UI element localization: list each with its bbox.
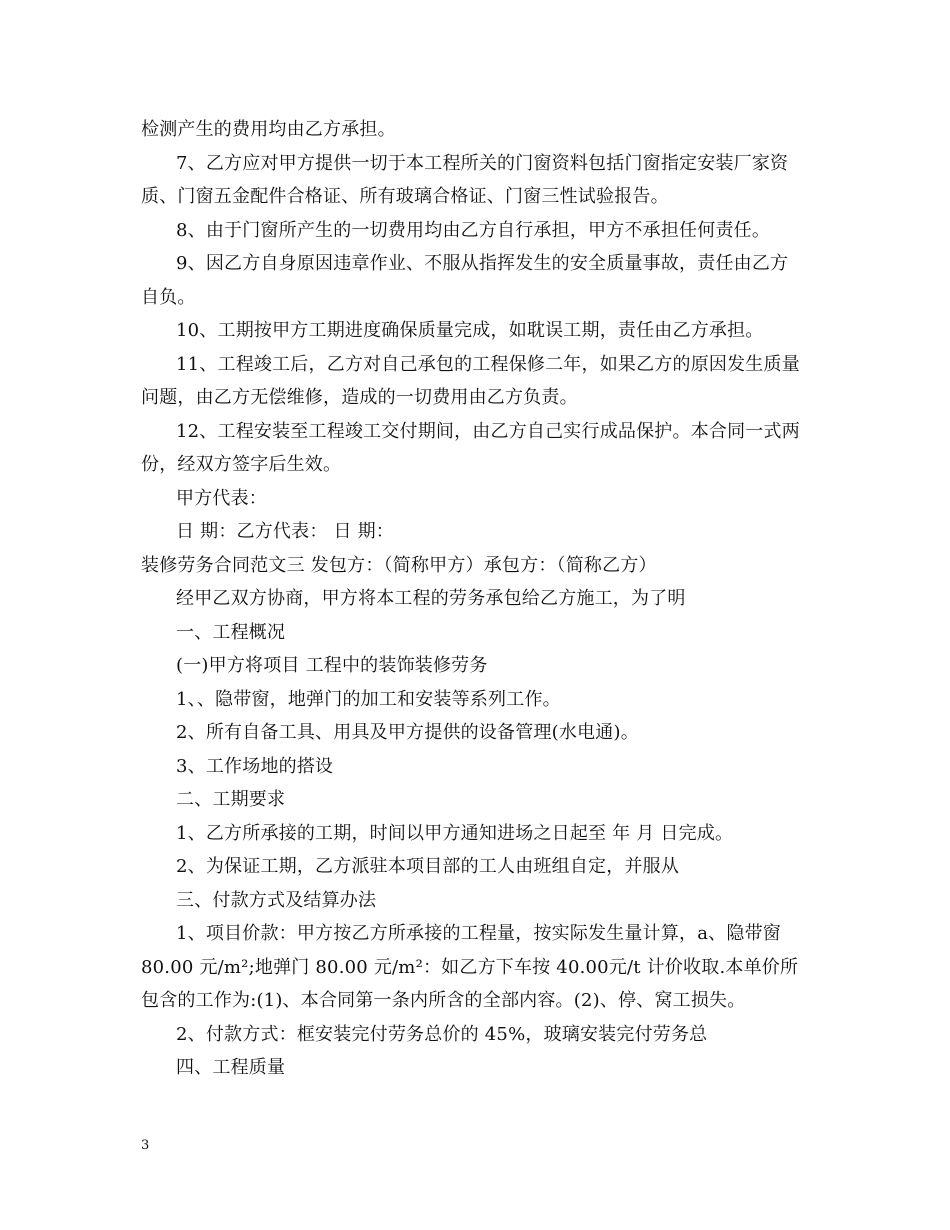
text-line-1: 检测产生的费用均由乙方承担。 — [141, 119, 396, 140]
text-line-5: 9、因乙方自身原因违章作业、不服从指挥发生的安全质量事故，责任由乙方 — [176, 253, 789, 274]
section-heading-4: 四、工程质量 — [176, 1057, 286, 1078]
text-line-18: 1、、隐带窗，地弹门的加工和安装等系列工作。 — [176, 688, 561, 710]
text-line-28: 2、付款方式：框安装完付劳务总价的 45%，玻璃安装完付劳务总 — [176, 1023, 708, 1045]
text-line-6: 自负。 — [141, 286, 196, 308]
section-heading-3: 三、付款方式及结算办法 — [176, 889, 377, 911]
page-number: 3 — [141, 1138, 150, 1153]
text-line-7: 10、工期按甲方工期进度确保质量完成，如耽误工期，责任由乙方承担。 — [176, 320, 764, 341]
text-line-26: 80.00 元/m²;地弹门 80.00 元/m²：如乙方下车按 40.00元/t 计价收取.本单价所 — [141, 956, 799, 978]
text-line-22: 1、乙方所承接的工期，时间以甲方通知进场之日起至 年 月 日完成。 — [176, 822, 734, 844]
text-line-3: 质、门窗五金配件合格证、所有玻璃合格证、门窗三性试验报告。 — [141, 186, 669, 207]
text-line-23: 2、为保证工期，乙方派驻本项目部的工人由班组自定，并服从 — [176, 856, 680, 877]
signature-party-a: 甲方代表： — [176, 487, 267, 509]
section-heading-2: 二、工期要求 — [176, 789, 286, 810]
text-line-17: (一)甲方将项目 工程中的装饰装修劳务 — [176, 655, 488, 676]
signature-dates: 日 期：乙方代表： 日 期： — [176, 521, 394, 542]
text-line-10: 12、工程安装至工程竣工交付期间，由乙方自己实行成品保护。本合同一式两 — [176, 420, 800, 442]
text-line-27: 包含的工作为:(1)、本合同第一条内所含的全部内容。(2)、停、窝工损失。 — [141, 990, 746, 1011]
text-line-20: 3、工作场地的搭设 — [176, 755, 334, 777]
document-body — [141, 113, 813, 1085]
text-line-2: 7、乙方应对甲方提供一切于本工程所关的门窗资料包括门窗指定安装厂家资 — [176, 152, 789, 174]
text-line-4: 8、由于门窗所产生的一切费用均由乙方自行承担，甲方不承担任何责任。 — [176, 219, 771, 241]
text-line-11: 份，经双方签字后生效。 — [141, 454, 342, 475]
text-line-9: 问题，由乙方无偿维修，造成的一切费用由乙方负责。 — [141, 387, 578, 408]
text-line-25: 1、项目价款：甲方按乙方所承接的工程量，按实际发生量计算，a、隐带窗 — [176, 923, 781, 944]
text-line-19: 2、所有自备工具、用具及甲方提供的设备管理(水电通)。 — [176, 722, 639, 743]
contract-heading: 装修劳务合同范文三 发包方：（简称甲方）承包方：（简称乙方） — [141, 554, 657, 576]
text-line-15: 经甲乙双方协商，甲方将本工程的劳务承包给乙方施工，为了明 — [176, 588, 686, 609]
text-line-8: 11、工程竣工后，乙方对自己承包的工程保修二年，如果乙方的原因发生质量 — [176, 353, 800, 375]
section-heading-1: 一、工程概况 — [176, 621, 286, 643]
